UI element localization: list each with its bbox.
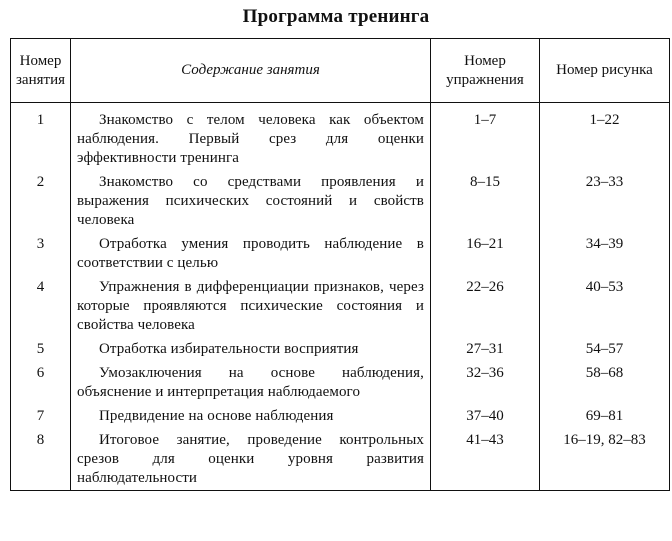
lesson-number: 1 [11, 103, 71, 171]
lesson-content: Знакомство со средствами проявления и выражения психических состояний и свойств человека [71, 170, 431, 232]
lesson-number: 2 [11, 170, 71, 232]
exercise-range: 16–21 [431, 232, 540, 275]
exercise-range: 8–15 [431, 170, 540, 232]
table-row [11, 361, 670, 404]
figure-range: 23–33 [540, 170, 670, 232]
exercise-range: 37–40 [431, 404, 540, 428]
table-row [11, 404, 670, 428]
exercise-range: 27–31 [431, 337, 540, 361]
exercise-range: 22–26 [431, 275, 540, 337]
figure-range: 69–81 [540, 404, 670, 428]
table-header-row [11, 39, 670, 103]
page-title: Программа тренинга [242, 6, 430, 27]
lesson-content: Знакомство с телом человека как объектом наблюдения. Первый срез для оценки эффективности тренинга [71, 103, 431, 171]
table-row [11, 170, 670, 232]
header-figure-number: Номер рисунка [540, 39, 670, 103]
header-lesson-number: Номер занятия [11, 39, 71, 103]
training-program-table [10, 38, 670, 491]
lesson-number: 3 [11, 232, 71, 275]
lesson-content: Предвидение на основе наблюдения [71, 404, 431, 428]
table-row [11, 428, 670, 491]
table-row [11, 275, 670, 337]
lesson-content: Итоговое занятие, проведение контрольных срезов для оценки уровня развития наблюдательности [71, 428, 431, 491]
figure-range: 40–53 [540, 275, 670, 337]
lesson-content: Отработка умения проводить наблюдение в соответствии с целью [71, 232, 431, 275]
table-row [11, 337, 670, 361]
exercise-range: 1–7 [431, 103, 540, 171]
exercise-range: 32–36 [431, 361, 540, 404]
lesson-number: 5 [11, 337, 71, 361]
figure-range: 54–57 [540, 337, 670, 361]
figure-range: 58–68 [540, 361, 670, 404]
table-row [11, 103, 670, 171]
header-exercise-number: Номер упражнения [431, 39, 540, 103]
figure-range: 34–39 [540, 232, 670, 275]
lesson-number: 6 [11, 361, 71, 404]
table-row [11, 232, 670, 275]
header-lesson-content: Содержание занятия [71, 39, 431, 103]
figure-range: 16–19, 82–83 [540, 428, 670, 491]
figure-range: 1–22 [540, 103, 670, 171]
lesson-content: Умозаключения на основе наблюдения, объяснение и интерпретация наблюдаемого [71, 361, 431, 404]
exercise-range: 41–43 [431, 428, 540, 491]
lesson-number: 8 [11, 428, 71, 491]
lesson-content: Отработка избирательности восприятия [71, 337, 431, 361]
lesson-number: 4 [11, 275, 71, 337]
lesson-content: Упражнения в дифференциации признаков, через которые проявляются психические состояния и свойства человека [71, 275, 431, 337]
lesson-number: 7 [11, 404, 71, 428]
